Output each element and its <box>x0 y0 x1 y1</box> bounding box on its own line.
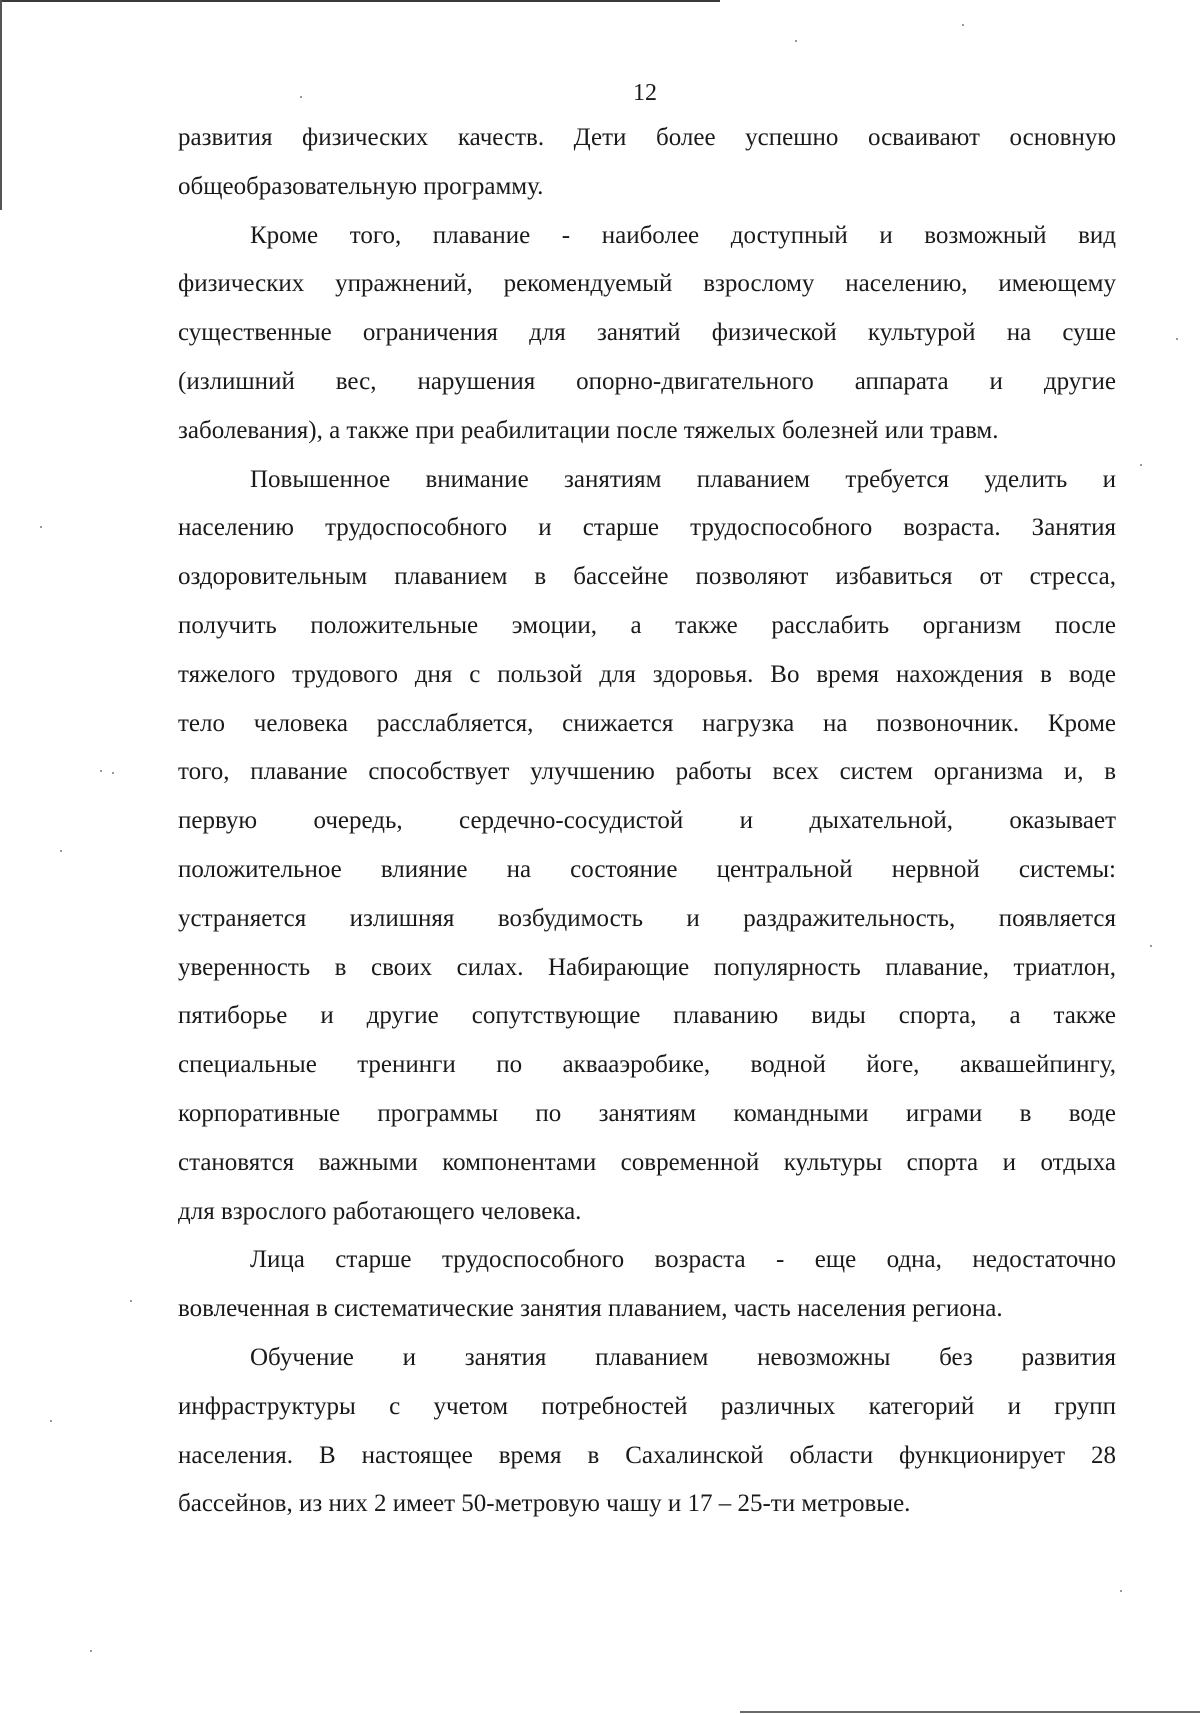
scan-edge-bottom <box>740 1711 1200 1713</box>
text-line: устраняется излишняя возбудимость и раздражительность, появляется <box>178 904 1116 932</box>
document-body <box>178 114 1116 1529</box>
text-line: развития физических качеств. Дети более успешно осваивают основную <box>178 124 1116 151</box>
text-line: существенные ограничения для занятий физической культурой на суше <box>178 319 1116 347</box>
scan-edge-top <box>0 0 720 2</box>
text-line: вовлеченная в систематические занятия плаванием, часть населения региона. <box>178 1295 1003 1323</box>
text-line: общеобразовательную программу. <box>178 172 544 200</box>
text-line: Кроме того, плавание - наиболее доступный и возможный вид <box>250 221 1116 249</box>
scan-speck <box>112 772 114 774</box>
scan-speck <box>1150 945 1152 947</box>
text-line: положительное влияние на состояние центральной нервной системы: <box>178 855 1116 883</box>
scan-speck <box>795 40 797 42</box>
paragraph-3 <box>178 456 1116 1237</box>
text-line: для взрослого работающего человека. <box>178 1197 582 1225</box>
text-line: бассейнов, из них 2 имеет 50-метровую чашу и 17 – 25-ти метровые. <box>178 1490 911 1518</box>
text-line: первую очередь, сердечно-сосудистой и дыхательной, оказывает <box>178 807 1116 835</box>
scan-speck <box>300 96 302 98</box>
scan-speck <box>100 770 102 772</box>
text-line: становятся важными компонентами современной культуры спорта и отдыха <box>178 1148 1116 1176</box>
text-line: уверенность в своих силах. Набирающие популярность плавание, триатлон, <box>178 953 1116 981</box>
text-line: специальные тренинги по аквааэробике, водной йоге, аквашейпингу, <box>178 1051 1116 1079</box>
paragraph-5 <box>178 1334 1116 1529</box>
text-line: (излишний вес, нарушения опорно-двигательного аппарата и другие <box>178 367 1116 395</box>
text-line: того, плавание способствует улучшению работы всех систем организма и, в <box>178 758 1116 786</box>
text-line: корпоративные программы по занятиям командными играми в воде <box>178 1099 1116 1127</box>
text-line: тело человека расслабляется, снижается нагрузка на позвоночник. Кроме <box>178 709 1116 737</box>
paragraph-4 <box>178 1236 1116 1334</box>
page-number: 12 <box>633 80 657 106</box>
scan-speck <box>962 24 964 26</box>
text-line: населения. В настоящее время в Сахалинской области функционирует 28 <box>178 1441 1116 1469</box>
text-line: оздоровительным плаванием в бассейне позволяют избавиться от стресса, <box>178 563 1116 591</box>
scan-speck <box>40 526 42 528</box>
scan-speck <box>60 850 62 852</box>
scan-speck <box>1120 1590 1122 1592</box>
text-line: пятиборье и другие сопутствующие плаванию виды спорта, а также <box>178 1002 1116 1030</box>
text-line: заболевания), а также при реабилитации после тяжелых болезней или травм. <box>178 416 999 444</box>
text-line: Лица старше трудоспособного возраста - еще одна, недостаточно <box>250 1246 1116 1274</box>
scan-speck <box>1140 464 1142 466</box>
text-line: физических упражнений, рекомендуемый взрослому населению, имеющему <box>178 270 1116 298</box>
scan-speck <box>1176 338 1178 340</box>
scan-speck <box>50 1420 52 1422</box>
text-line: Обучение и занятия плаванием невозможны без развития <box>250 1343 1116 1371</box>
text-line: Повышенное внимание занятиям плаванием требуется уделить и <box>250 465 1116 493</box>
text-line: инфраструктуры с учетом потребностей различных категорий и групп <box>178 1392 1116 1420</box>
paragraph-1 <box>178 114 1116 212</box>
text-line: тяжелого трудового дня с пользой для здоровья. Во время нахождения в воде <box>178 660 1116 688</box>
scan-speck <box>130 1300 132 1302</box>
text-line: населению трудоспособного и старше трудоспособного возраста. Занятия <box>178 514 1116 542</box>
paragraph-2 <box>178 212 1116 456</box>
scan-speck <box>90 1650 92 1652</box>
text-line: получить положительные эмоции, а также расслабить организм после <box>178 611 1116 639</box>
